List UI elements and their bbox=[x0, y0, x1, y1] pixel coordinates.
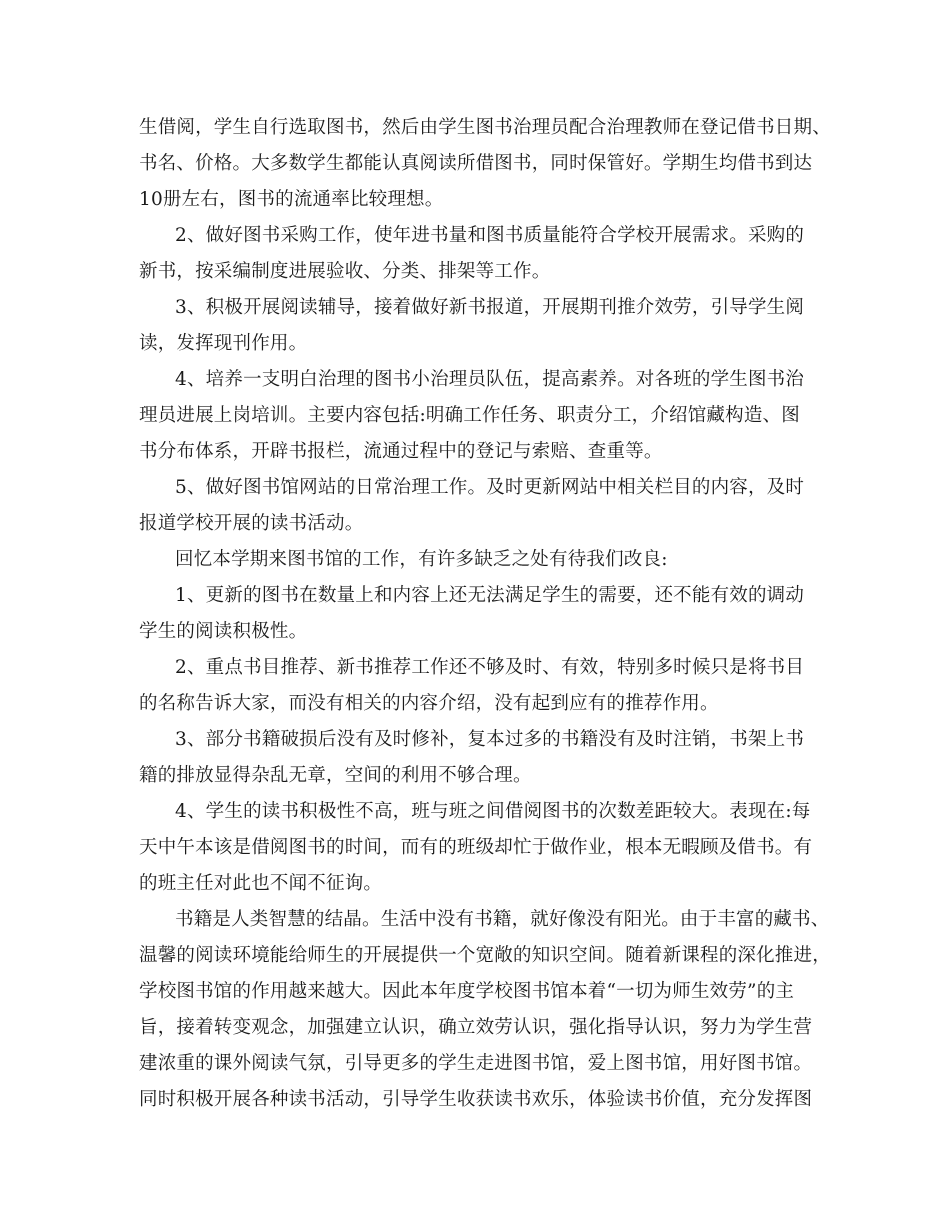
text-line: 3、积极开展阅读辅导，接着做好新书报道，开展期刊推介效劳，引导学生阅 bbox=[175, 297, 805, 318]
text-line: 理员进展上岗培训。主要内容包括:明确工作任务、职责分工，介绍馆藏构造、图 bbox=[139, 405, 800, 426]
text-line: 籍的排放显得杂乱无章，空间的利用不够合理。 bbox=[139, 765, 532, 786]
text-line: 书籍是人类智慧的结晶。生活中没有书籍，就好像没有阳光。由于丰富的藏书、 bbox=[175, 909, 830, 930]
text-line: 2、重点书目推荐、新书推荐工作还不够及时、有效，特别多时候只是将书目 bbox=[175, 657, 805, 678]
text-line: 2、做好图书采购工作，使年进书量和图书质量能符合学校开展需求。采购的 bbox=[175, 225, 805, 246]
text-line: 5、做好图书馆网站的日常治理工作。及时更新网站中相关栏目的内容，及时 bbox=[175, 477, 805, 498]
text-line: 学校图书馆的作用越来越大。因此本年度学校图书馆本着“一切为师生效劳”的主 bbox=[139, 981, 795, 1002]
text-line: 的班主任对此也不闻不征询。 bbox=[139, 873, 383, 894]
text-line: 10册左右，图书的流通率比较理想。 bbox=[139, 189, 444, 210]
text-line: 同时积极开展各种读书活动，引导学生收获读书欢乐，体验读书价值，充分发挥图 bbox=[139, 1089, 813, 1110]
text-line: 建浓重的课外阅读气氛，引导更多的学生走进图书馆，爱上图书馆，用好图书馆。 bbox=[139, 1053, 813, 1074]
text-line: 报道学校开展的读书活动。 bbox=[139, 513, 364, 534]
text-line: 温馨的阅读环境能给师生的开展提供一个宽敞的知识空间。随着新课程的深化推进， bbox=[139, 945, 831, 966]
text-line: 新书，按采编制度进展验收、分类、排架等工作。 bbox=[139, 261, 551, 282]
text-line: 旨，接着转变观念，加强建立认识，确立效劳认识，强化指导认识，努力为学生营 bbox=[139, 1017, 813, 1038]
text-line: 回忆本学期来图书馆的工作，有许多缺乏之处有待我们改良: bbox=[175, 549, 668, 570]
text-line: 4、学生的读书积极性不高，班与班之间借阅图书的次数差距较大。表现在:每 bbox=[175, 801, 811, 822]
text-line: 1、更新的图书在数量上和内容上还无法满足学生的需要，还不能有效的调动 bbox=[175, 585, 805, 606]
text-line: 4、培养一支明白治理的图书小治理员队伍，提高素养。对各班的学生图书治 bbox=[175, 369, 805, 390]
text-line: 天中午本该是借阅图书的时间，而有的班级却忙于做作业，根本无暇顾及借书。有 bbox=[139, 837, 813, 858]
text-line: 的名称告诉大家，而没有相关的内容介绍，没有起到应有的推荐作用。 bbox=[139, 693, 719, 714]
text-line: 3、部分书籍破损后没有及时修补，复本过多的书籍没有及时注销，书架上书 bbox=[175, 729, 805, 750]
text-line: 学生的阅读积极性。 bbox=[139, 621, 308, 642]
text-line: 书名、价格。大多数学生都能认真阅读所借图书，同时保管好。学期生均借书到达 bbox=[139, 153, 813, 174]
text-line: 生借阅，学生自行选取图书，然后由学生图书治理员配合治理教师在登记借书日期、 bbox=[139, 117, 831, 138]
text-line: 书分布体系，开辟书报栏，流通过程中的登记与索赔、查重等。 bbox=[139, 441, 663, 462]
text-line: 读，发挥现刊作用。 bbox=[139, 333, 308, 354]
